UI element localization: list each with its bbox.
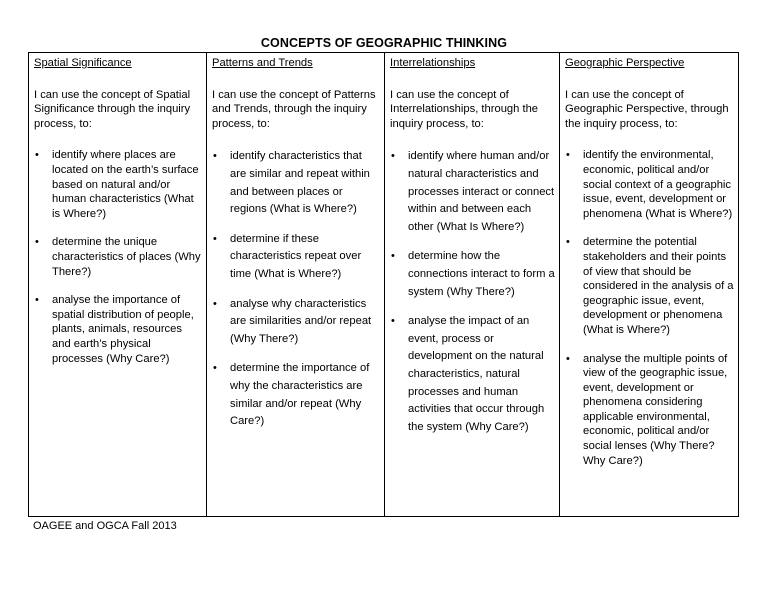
column-spatial-significance [29, 53, 207, 516]
bullet-list [212, 148, 380, 430]
bullet-icon: • [213, 362, 217, 375]
bullet-icon: • [566, 236, 570, 249]
list-item: • identify where places are located on the earth’s surface based on natural and/or human characteristics (What is Where?) [35, 149, 199, 220]
page-title: CONCEPTS OF GEOGRAPHIC THINKING [260, 36, 508, 50]
list-item: • analyse the importance of spatial distribution of people, plants, animals, resources and earth’s physical processes (Why Care?) [35, 294, 194, 365]
list-item: • identify the environmental, economic, political and/or social context of a geographic issue, event, development or phenomena (What is Where?) [566, 149, 733, 220]
column-intro: I can use the concept of Geographic Perspective, through the inquiry process, to: [565, 88, 729, 130]
column-heading: Geographic Perspective [565, 57, 685, 69]
column-intro: I can use the concept of Interrelationships, through the inquiry process, to: [390, 88, 539, 130]
bullet-icon: • [391, 250, 395, 263]
bullet-icon: • [213, 297, 217, 310]
bullet-list [390, 148, 555, 436]
list-item: • determine the importance of why the characteristics are similar and/or repeat (Why Care?) [213, 362, 370, 428]
bullet-icon: • [35, 149, 39, 162]
bullet-list [34, 148, 202, 366]
bullet-icon: • [35, 236, 39, 249]
column-patterns-and-trends [207, 53, 385, 516]
column-heading: Patterns and Trends [212, 57, 313, 69]
list-item: • determine the potential stakeholders and their points of view that should be considered in the analysis of a geographic issue, event, development or phenomena (What is Where?) [566, 236, 734, 336]
list-item: • identify where human and/or natural characteristics and processes interact or connect within and between each other (What Is Where?) [391, 150, 555, 233]
bullet-list [565, 148, 734, 468]
list-item: • analyse the multiple points of view of the geographic issue, event, development or phenomena considering applicable environmental, economic, political and/or social lenses (Why There? Why Care?) [566, 352, 728, 467]
column-interrelationships [385, 53, 560, 516]
list-item: • identify characteristics that are similar and repeat within and between places or regions (What is Where?) [213, 150, 370, 216]
list-item: • determine how the connections interact to form a system (Why There?) [391, 250, 555, 298]
column-heading: Interrelationships [390, 57, 476, 69]
column-intro: I can use the concept of Spatial Significance through the inquiry process, to: [34, 88, 191, 130]
bullet-icon: • [566, 352, 570, 365]
list-item: • determine if these characteristics repeat over time (What is Where?) [213, 232, 362, 280]
column-intro: I can use the concept of Patterns and Trends, through the inquiry process, to: [212, 88, 376, 130]
list-item: • determine the unique characteristics of places (Why There?) [35, 236, 201, 278]
bullet-icon: • [391, 150, 395, 163]
bullet-icon: • [213, 232, 217, 245]
column-heading: Spatial Significance [34, 57, 132, 69]
bullet-icon: • [566, 149, 570, 162]
bullet-icon: • [35, 294, 39, 307]
bullet-icon: • [213, 150, 217, 163]
list-item: • analyse the impact of an event, process or development on the natural characteristics, natural processes and human activities that occur through the system (Why Care?) [391, 315, 545, 433]
column-geographic-perspective [560, 53, 738, 516]
list-item: • analyse why characteristics are similarities and/or repeat (Why There?) [213, 297, 372, 345]
bullet-icon: • [391, 315, 395, 328]
concepts-table [28, 52, 739, 517]
footer-credit: OAGEE and OGCA Fall 2013 [33, 520, 177, 532]
